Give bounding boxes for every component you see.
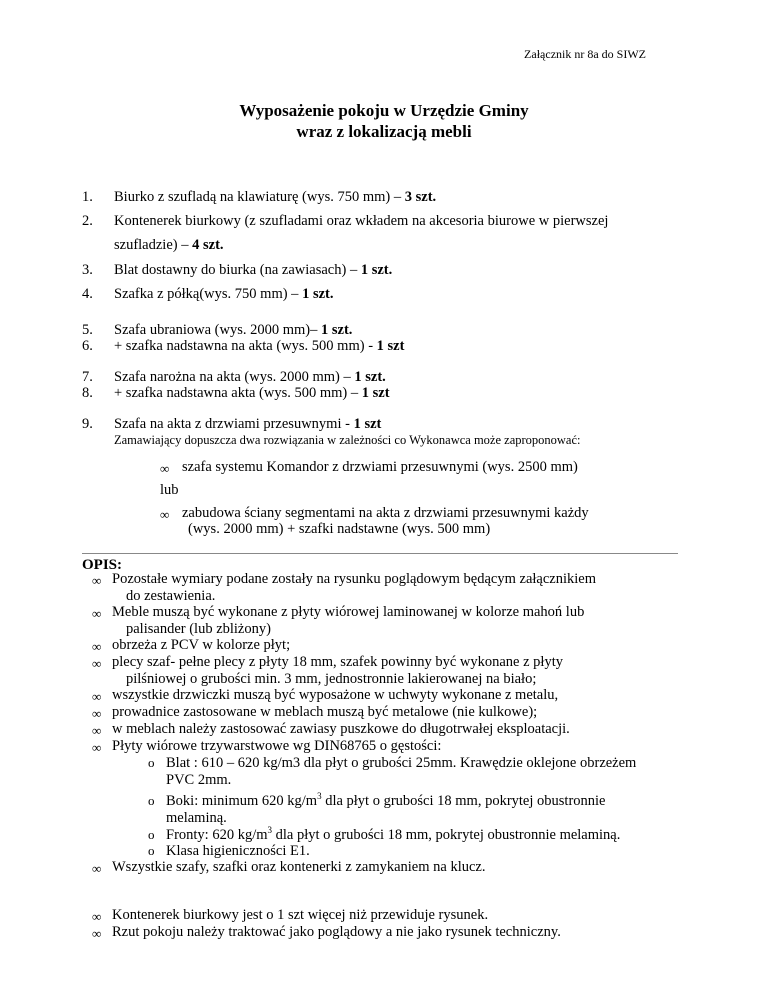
option-1: szafa systemu Komandor z drzwiami przesuwnymi (wys. 2500 mm) <box>182 459 578 475</box>
annex-label: Załącznik nr 8a do SIWZ <box>524 47 646 61</box>
infinity-bullet-icon: ∞ <box>92 573 102 588</box>
infinity-bullet-icon: ∞ <box>92 740 102 755</box>
item-number: 5. <box>82 322 93 338</box>
description-item-continuation: do zestawienia. <box>126 588 216 604</box>
infinity-bullet-icon: ∞ <box>92 606 102 621</box>
item-number: 9. <box>82 416 93 432</box>
sub-item-blat-continuation: PVC 2mm. <box>166 772 232 788</box>
list-item: Szafa ubraniowa (wys. 2000 mm)– 1 szt. <box>114 322 353 338</box>
option-note: Zamawiający dopuszcza dwa rozwiązania w zależności co Wykonawca może zaproponować: <box>114 433 581 447</box>
infinity-bullet-icon: ∞ <box>92 926 102 941</box>
sub-item-klasa: Klasa higieniczności E1. <box>166 843 310 859</box>
item-number: 6. <box>82 338 93 354</box>
item-number: 3. <box>82 262 93 278</box>
list-item: Biurko z szufladą na klawiaturę (wys. 750 mm) – 3 szt. <box>114 189 437 205</box>
description-item: obrzeża z PCV w kolorze płyt; <box>112 637 291 653</box>
description-item-continuation: palisander (lub zbliżony) <box>126 621 271 637</box>
list-item: Szafa na akta z drzwiami przesuwnymi - 1 szt <box>114 416 382 432</box>
item-number: 7. <box>82 369 93 385</box>
option-or: lub <box>160 482 179 498</box>
note-item: Kontenerek biurkowy jest o 1 szt więcej niż przewiduje rysunek. <box>112 907 489 923</box>
description-item: Płyty wiórowe trzywarstwowe wg DIN68765 o gęstości: <box>112 738 442 754</box>
sub-item-blat: Blat : 610 – 620 kg/m3 dla płyt o grubości 25mm. Krawędzie oklejone obrzeżem <box>166 755 637 771</box>
option-2: zabudowa ściany segmentami na akta z drzwiami przesuwnymi każdy <box>182 505 589 521</box>
description-item-continuation: pilśniowej o grubości min. 3 mm, jednostronnie lakierowanej na biało; <box>126 671 537 687</box>
infinity-bullet-icon: ∞ <box>92 909 102 924</box>
infinity-bullet-icon: ∞ <box>92 861 102 876</box>
sub-bullet-icon: o <box>148 755 155 770</box>
list-item: Kontenerek biurkowy (z szufladami oraz wkładem na akcesoria biurowe w pierwszej <box>114 213 609 229</box>
note-item: Rzut pokoju należy traktować jako poglądowy a nie jako rysunek techniczny. <box>112 924 561 940</box>
sub-bullet-icon: o <box>148 793 155 808</box>
item-number: 1. <box>82 189 93 205</box>
item-number: 8. <box>82 385 93 401</box>
infinity-bullet-icon: ∞ <box>92 723 102 738</box>
description-item: Wszystkie szafy, szafki oraz kontenerki z zamykaniem na klucz. <box>112 859 486 875</box>
description-item: Pozostałe wymiary podane zostały na rysunku poglądowym będącym załącznikiem <box>112 571 596 587</box>
infinity-bullet-icon: ∞ <box>92 689 102 704</box>
page-title-line1: Wyposażenie pokoju w Urzędzie Gminy <box>239 101 529 120</box>
description-item: prowadnice zastosowane w meblach muszą być metalowe (nie kulkowe); <box>112 704 538 720</box>
list-item-continuation: szufladzie) – 4 szt. <box>114 237 224 253</box>
list-item: Szafa narożna na akta (wys. 2000 mm) – 1 szt. <box>114 369 386 385</box>
list-item: + szafka nadstawna na akta (wys. 500 mm) - 1 szt <box>114 338 405 354</box>
list-item: + szafka nadstawna akta (wys. 500 mm) – 1 szt <box>114 385 390 401</box>
list-item: Blat dostawny do biurka (na zawiasach) – 1 szt. <box>114 262 393 278</box>
infinity-bullet-icon: ∞ <box>160 461 170 476</box>
list-item: Szafka z półką(wys. 750 mm) – 1 szt. <box>114 286 334 302</box>
section-divider <box>82 553 678 554</box>
description-item: plecy szaf- pełne plecy z płyty 18 mm, szafek powinny być wykonane z płyty <box>112 654 563 670</box>
page-title-line2: wraz z lokalizacją mebli <box>296 122 472 141</box>
description-item: Meble muszą być wykonane z płyty wiórowej laminowanej w kolorze mahoń lub <box>112 604 585 620</box>
infinity-bullet-icon: ∞ <box>92 639 102 654</box>
sub-item-fronty: Fronty: 620 $kg/m^3$ dla płyt o grubości 18 mm, pokrytej obustronnie melaminą. <box>166 825 621 843</box>
description-heading: OPIS: <box>82 557 123 573</box>
sub-bullet-icon: o <box>148 843 155 858</box>
description-item: wszystkie drzwiczki muszą być wyposażone w uchwyty wykonane z metalu, <box>112 687 559 703</box>
sub-bullet-icon: o <box>148 827 155 842</box>
sub-item-boki-continuation: melaminą. <box>166 810 227 826</box>
description-item: w meblach należy zastosować zawiasy puszkowe do długotrwałej eksploatacji. <box>112 721 570 737</box>
infinity-bullet-icon: ∞ <box>92 706 102 721</box>
sub-item-boki: Boki: minimum 620 $kg/m^3$ dla płyt o grubości 18 mm, pokrytej obustronnie <box>166 791 606 809</box>
item-number: 2. <box>82 213 93 229</box>
item-number: 4. <box>82 286 93 302</box>
infinity-bullet-icon: ∞ <box>160 507 170 522</box>
option-2-continuation: (wys. 2000 mm) + szafki nadstawne (wys. 500 mm) <box>188 521 491 537</box>
infinity-bullet-icon: ∞ <box>92 656 102 671</box>
